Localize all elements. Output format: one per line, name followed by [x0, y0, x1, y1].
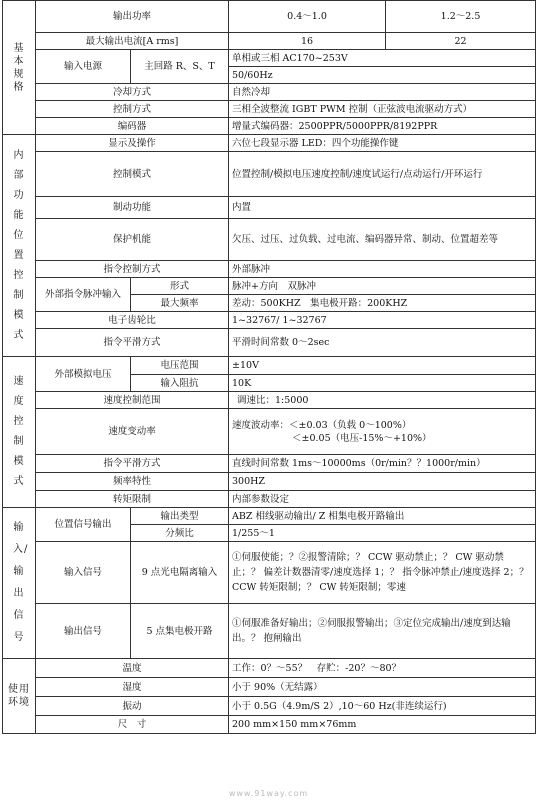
size-value: 200 mm×150 mm×76mm — [229, 716, 536, 734]
row-cooling — [3, 84, 536, 101]
section-env — [3, 659, 36, 734]
gear-label: 电子齿轮比 — [36, 312, 229, 329]
output-power-value-1: 0.4～1.0 — [229, 1, 386, 33]
pos-out-div-value: 1/255～1 — [229, 525, 536, 542]
row-control-mode — [3, 152, 536, 197]
control-method-value: 三相全波整流 IGBT PWM 控制（正弦波电流驱动方式） — [229, 101, 536, 118]
ext-cmd-form-value: 脉冲+方向 双脉冲 — [229, 278, 536, 295]
speed-var-label: 速度变动率 — [36, 409, 229, 455]
row-ext-cmd-form — [3, 278, 536, 295]
ext-cmd-label: 外部指令脉冲输入 — [36, 278, 131, 312]
analog-imp-label: 输入阻抗 — [131, 375, 229, 392]
cmd-control-value: 外部脉冲 — [229, 261, 536, 278]
row-torque-limit — [3, 491, 536, 508]
section-basic — [3, 1, 36, 135]
analog-range-value: ±10V — [229, 357, 536, 375]
cmd-control-label: 指令控制方式 — [36, 261, 229, 278]
freq-char-value: 300HZ — [229, 473, 536, 491]
ext-cmd-freq-value: 差动：500KHZ 集电极开路：200KHZ — [229, 295, 536, 312]
row-cmd-control — [3, 261, 536, 278]
section-internal-label: 内部功能位置控制模式 — [13, 149, 25, 341]
display-label: 显示及操作 — [36, 135, 229, 152]
row-encoder — [3, 118, 536, 135]
analog-range-label: 电压范围 — [131, 357, 229, 375]
cmd-smooth-speed-label: 指令平滑方式 — [36, 455, 229, 473]
spec-table — [2, 0, 536, 734]
section-env-label: 使用环境 — [8, 684, 30, 708]
spec-sheet — [2, 0, 535, 792]
output-sig-value: ①伺服准备好输出；②伺服报警输出；③定位完成输出/速度到达输出。？ 抱闸输出 — [229, 604, 536, 659]
gear-value: 1~32767/ 1~32767 — [229, 312, 536, 329]
protection-value: 欠压、过压、过负载、过电流、编码器异常、制动、位置超差等 — [229, 219, 536, 261]
row-cmd-smooth-speed — [3, 455, 536, 473]
row-brake — [3, 197, 536, 219]
speed-var-value — [229, 409, 536, 455]
torque-limit-value: 内部参数设定 — [229, 491, 536, 508]
pos-out-div-label: 分频比 — [131, 525, 229, 542]
row-size — [3, 716, 536, 734]
input-power-voltage: 单相或三相 AC170~253V — [229, 50, 536, 67]
cmd-smooth-speed-value: 直线时间常数 1ms～10000ms（0r/min？？1000r/min） — [229, 455, 536, 473]
row-gear — [3, 312, 536, 329]
row-speed-var — [3, 409, 536, 455]
size-label: 尺 寸 — [36, 716, 229, 734]
pos-out-label: 位置信号输出 — [36, 508, 131, 542]
section-speed — [3, 357, 36, 508]
input-sig-label: 输入信号 — [36, 542, 131, 604]
encoder-value: 增量式编码器：2500PPR/5000PPR/8192PPR — [229, 118, 536, 135]
ext-cmd-freq-label: 最大频率 — [131, 295, 229, 312]
section-basic-label: 基本规格 — [13, 42, 25, 93]
max-current-label: 最大输出电流[A rms] — [36, 33, 229, 50]
encoder-label: 编码器 — [36, 118, 229, 135]
control-mode-label: 控制模式 — [36, 152, 229, 197]
speed-var-line-1: 速度波动率：＜±0.03（负载 0～100%） — [232, 419, 412, 431]
ext-cmd-form-label: 形式 — [131, 278, 229, 295]
input-power-frequency: 50/60Hz — [229, 67, 536, 84]
output-sig-label: 输出信号 — [36, 604, 131, 659]
section-io — [3, 508, 36, 659]
analog-label: 外部模拟电压 — [36, 357, 131, 392]
row-cmd-smooth-pos — [3, 329, 536, 357]
analog-imp-value: 10K — [229, 375, 536, 392]
row-pos-out-type — [3, 508, 536, 525]
row-protection — [3, 219, 536, 261]
row-humidity — [3, 678, 536, 697]
speed-range-label: 速度控制范围 — [36, 392, 229, 409]
protection-label: 保护机能 — [36, 219, 229, 261]
input-sig-sub-label: 9 点光电隔离输入 — [131, 542, 229, 604]
torque-limit-label: 转矩限制 — [36, 491, 229, 508]
row-freq-char — [3, 473, 536, 491]
row-speed-range — [3, 392, 536, 409]
row-output-sig — [3, 604, 536, 659]
max-current-value-2: 22 — [386, 33, 536, 50]
input-sig-value: ①伺服使能；？②报警清除；？ CCW 驱动禁止；？ CW 驱动禁止；？ 偏差计数器清零/速度选择 1；？ 指令脉冲禁止/速度选择 2；？ CCW 转矩限制；？ CW 转矩限制；零速 — [229, 542, 536, 604]
cooling-value: 自然冷却 — [229, 84, 536, 101]
row-output-power — [3, 1, 536, 33]
humidity-label: 湿度 — [36, 678, 229, 697]
section-internal — [3, 135, 36, 357]
speed-var-line-2: ＜±0.05（电压-15%～+10%） — [292, 432, 432, 444]
row-analog-range — [3, 357, 536, 375]
max-current-value-1: 16 — [229, 33, 386, 50]
vibration-label: 振动 — [36, 697, 229, 716]
output-power-label: 输出功率 — [36, 1, 229, 33]
row-vibration — [3, 697, 536, 716]
output-power-value-2: 1.2～2.5 — [386, 1, 536, 33]
brake-value: 内置 — [229, 197, 536, 219]
pos-out-type-label: 输出类型 — [131, 508, 229, 525]
freq-char-label: 频率特性 — [36, 473, 229, 491]
pos-out-type-value: ABZ 相线驱动输出/ Z 相集电极开路输出 — [229, 508, 536, 525]
input-power-label: 输入电源 — [36, 50, 131, 84]
row-display — [3, 135, 536, 152]
input-power-sub-label: 主回路 R、S、T — [131, 50, 229, 84]
cmd-smooth-pos-value: 平滑时间常数 0～2sec — [229, 329, 536, 357]
temp-label: 温度 — [36, 659, 229, 678]
section-speed-label: 速度控制模式 — [13, 376, 25, 487]
row-input-power — [3, 50, 536, 67]
row-temp — [3, 659, 536, 678]
control-method-label: 控制方式 — [36, 101, 229, 118]
row-input-sig — [3, 542, 536, 604]
humidity-value: 小于 90%（无结露） — [229, 678, 536, 697]
vibration-value: 小于 0.5G（4.9m/S 2）,10～60 Hz(非连续运行) — [229, 697, 536, 716]
cmd-smooth-pos-label: 指令平滑方式 — [36, 329, 229, 357]
display-value: 六位七段显示器 LED：四个功能操作键 — [229, 135, 536, 152]
watermark: www.91way.com — [228, 789, 309, 798]
control-mode-value: 位置控制/模拟电压速度控制/速度试运行/点动运行/开环运行 — [229, 152, 536, 197]
output-sig-sub-label: 5 点集电极开路 — [131, 604, 229, 659]
brake-label: 制动功能 — [36, 197, 229, 219]
speed-range-value: 调速比：1:5000 — [229, 392, 536, 409]
row-max-current — [3, 33, 536, 50]
temp-value: 工作：0？～55？ 存贮：-20？～80？ — [229, 659, 536, 678]
row-control-method — [3, 101, 536, 118]
cooling-label: 冷却方式 — [36, 84, 229, 101]
section-io-label: 输入/输出信号 — [13, 522, 29, 643]
